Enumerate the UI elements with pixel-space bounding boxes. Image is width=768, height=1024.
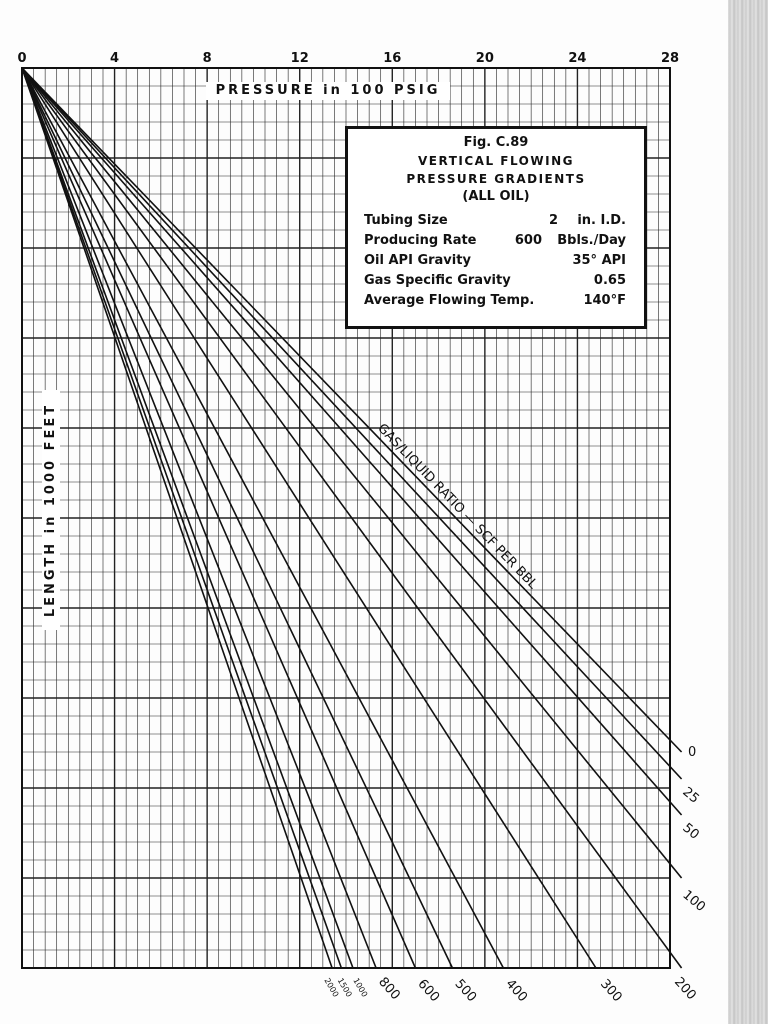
- y-axis-title: LENGTH in 1000 FEET: [42, 390, 60, 630]
- condition-label: Average Flowing Temp.: [364, 293, 535, 308]
- condition-label: Gas Specific Gravity: [364, 273, 511, 288]
- x-tick-label: 20: [475, 51, 494, 66]
- figure-title: Fig. C.89: [463, 135, 529, 150]
- curve-label-1500: 1500: [335, 976, 354, 999]
- curve-label-25: 25: [679, 784, 702, 807]
- condition-row-rate: [364, 233, 626, 251]
- x-tick-label: 24: [568, 51, 587, 66]
- condition-row-api: [364, 253, 626, 271]
- curve-label-1000: 1000: [351, 976, 370, 999]
- condition-unit: 140°F: [583, 293, 626, 308]
- curve-label-2000: 2000: [322, 976, 341, 999]
- x-tick-label: 4: [110, 51, 120, 66]
- curve-label-400: 400: [502, 976, 531, 1006]
- condition-value: 600: [514, 233, 542, 248]
- x-tick-label: 12: [290, 51, 309, 66]
- condition-unit: 0.65: [593, 273, 626, 288]
- condition-label: Producing Rate: [364, 233, 477, 248]
- curve-label-200: 200: [671, 974, 699, 1004]
- condition-label: Tubing Size: [364, 213, 448, 228]
- condition-value: 2: [548, 213, 558, 228]
- curve-label-300: 300: [596, 976, 625, 1006]
- x-tick-label: 0: [17, 51, 27, 66]
- x-tick-label: 28: [660, 51, 680, 66]
- curve-label-600: 600: [414, 976, 443, 1006]
- gas-liquid-ratio-label: GAS/LIQUID RATIO — SCF PER BBL: [374, 421, 541, 593]
- x-tick-label: 16: [383, 51, 402, 66]
- condition-row-gas-gravity: [364, 273, 626, 291]
- curve-label-800: 800: [375, 974, 403, 1004]
- condition-unit: 35° API: [572, 253, 626, 268]
- figure-subtitle-2: PRESSURE GRADIENTS: [406, 172, 586, 186]
- x-tick-label: 8: [202, 51, 212, 66]
- condition-row-tubing: [364, 213, 626, 231]
- curve-label-100: 100: [679, 887, 709, 916]
- figure-info-box: [345, 126, 647, 329]
- condition-label: Oil API Gravity: [364, 253, 471, 268]
- x-axis-title: PRESSURE in 100 PSIG: [206, 82, 450, 100]
- condition-unit: Bbls./Day: [557, 233, 626, 248]
- condition-row-temperature: [364, 293, 626, 311]
- figure-subtitle-3: (ALL OIL): [462, 189, 530, 204]
- curve-label-0: 0: [688, 745, 697, 760]
- figure-subtitle-1: VERTICAL FLOWING: [418, 154, 574, 168]
- curve-label-50: 50: [679, 820, 702, 843]
- condition-unit: in. I.D.: [577, 213, 626, 228]
- curve-label-500: 500: [451, 976, 480, 1006]
